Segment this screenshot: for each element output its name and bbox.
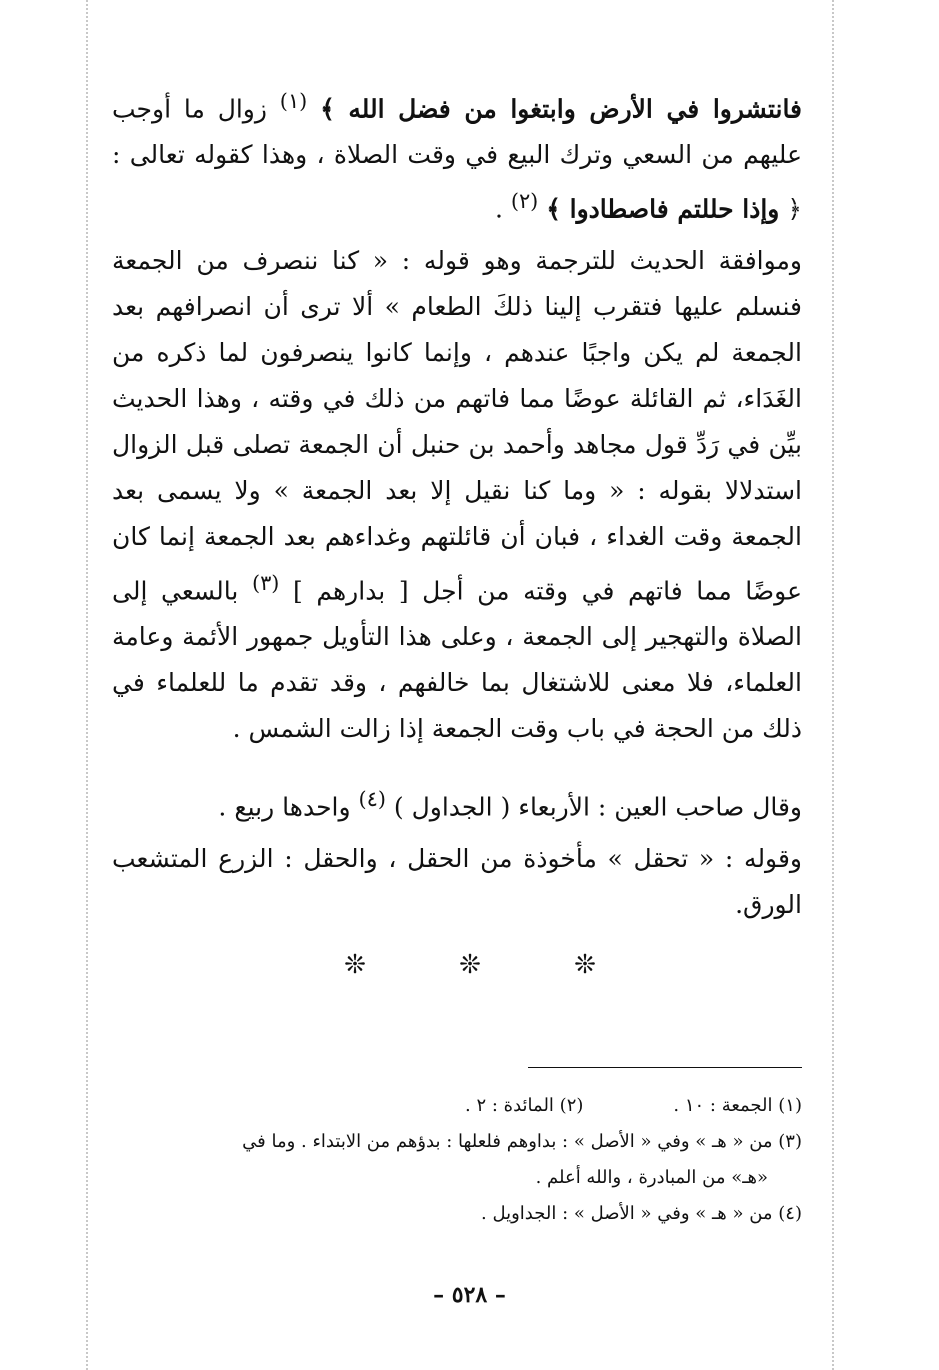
- footnote-divider: [528, 1067, 802, 1068]
- star-ornament-icon: ❊: [344, 950, 366, 980]
- section-separator: [340, 950, 600, 980]
- footnote-3-continued: «هـ» من المبادرة ، والله أعلم .: [535, 1167, 768, 1188]
- star-ornament-icon: ❊: [574, 950, 596, 980]
- footnote-4: (٤) من « هـ » وفي « الأصل » : الجداويل .: [481, 1203, 802, 1224]
- paragraph-2-end: بالسعي إلى الصلاة والتهجير إلى الجمعة ، وعلى هذا التأويل جمهور الأئمة وعامة العلماء، فلا معنى للاشتغال بما خالفهم ، وقد تقدم ما للعلماء في ذلك من الحجة في باب وقت الجمعة إذا زالت الشمس .: [112, 576, 802, 744]
- paragraph-1: [112, 78, 802, 233]
- quran-verse-1: فانتشروا في الأرض وابتغوا من فضل الله ﴾: [320, 94, 803, 124]
- left-margin-dotted-line: [86, 0, 88, 1370]
- footnote-ref-1: (١): [279, 89, 308, 113]
- right-margin-dotted-line: [832, 0, 834, 1370]
- quran-verse-2: وإذا حللتم فاصطادوا ﴾: [546, 194, 780, 224]
- footnote-ref-4: (٤): [358, 787, 386, 811]
- footnote-row-1: [112, 1088, 802, 1124]
- footnote-1: (١) الجمعة : ١٠ .: [673, 1095, 802, 1116]
- footnote-ref-3: (٣): [251, 571, 280, 595]
- paragraph-2-text: وموافقة الحديث للترجمة وهو قوله : « كنا ننصرف من الجمعة فنسلم عليها فتقرب إلينا ذلكَ الطعام » ألا ترى أن انصرافهم بعد الجمعة لم يكن واجبًا عندهم ، وإنما كانوا ينصرفون لما ذكره من الغَدَاء، ثم القائلة عوضًا مما فاتهم من ذلك في وقته ، وهذا الحديث بيِّن في رَدِّ قول مجاهد وأحمد بن حنبل أن الجمعة تصلى قبل الزوال استدلالا بقوله : « وما كنا نقيل إلا بعد الجمعة » ولا يسمى بعد الجمعة وقت الغداء ، فبان أن قائلتهم وغداءهم بعد الجمعة إنما كان عوضًا مما فاتهم في وقته من أجل [ بدارهم ]: [112, 246, 802, 606]
- paragraph-2: [112, 238, 802, 752]
- footnote-2: (٢) المائدة : ٢ .: [465, 1095, 584, 1116]
- paragraph-3: [112, 776, 802, 830]
- paragraph-3-end: واحدها ربيع .: [218, 792, 351, 822]
- paragraph-4: [112, 836, 802, 928]
- page-number: – ٥٢٨ –: [433, 1282, 506, 1308]
- footnote-3: (٣) من « هـ » وفي « الأصل » : بداوهم فلعلها : بدؤهم من الابتداء . وما في: [242, 1131, 802, 1152]
- footnote-ref-2: (٢): [510, 189, 539, 214]
- paragraph-1-end: .: [494, 194, 503, 224]
- paragraph-3-text: وقال صاحب العين : الأربعاء ( الجداول ): [385, 792, 802, 822]
- paragraph-1-text: زوال ما أوجب عليهم من السعي وترك البيع في وقت الصلاة ، وهذا كقوله تعالى : ﴿: [112, 94, 802, 224]
- paragraph-4-text: وقوله : « تحقل » مأخوذة من الحقل ، والحقل : الزرع المتشعب الورق.: [112, 844, 802, 919]
- star-ornament-icon: ❊: [459, 950, 481, 980]
- footnotes: [112, 1088, 802, 1232]
